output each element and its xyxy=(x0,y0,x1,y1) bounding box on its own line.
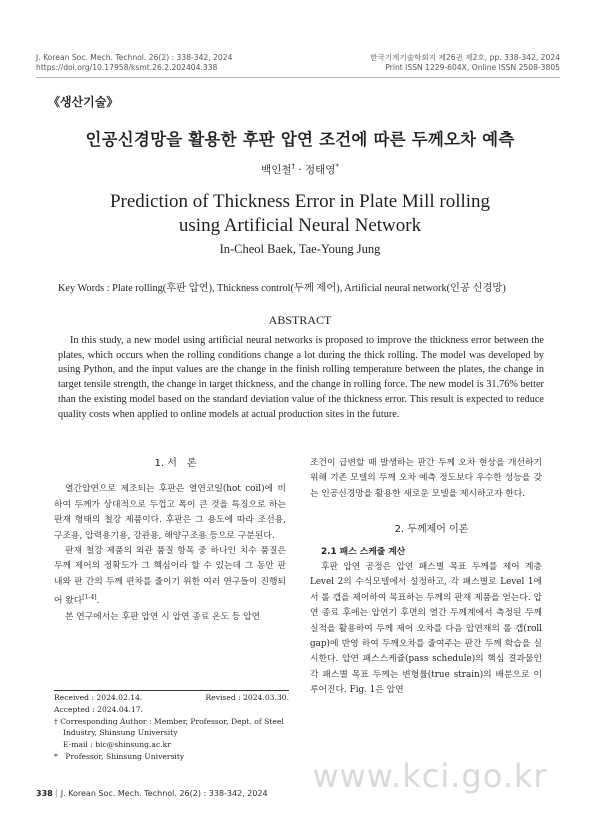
author-1-mark: † xyxy=(291,162,295,171)
footer-journal: J. Korean Soc. Mech. Technol. 26(2) : 338-342, 2024 xyxy=(60,789,268,798)
author-2-mark: * xyxy=(335,162,339,171)
left-column xyxy=(54,456,286,625)
corresponding-author-note: † Corresponding Author : Member, Professor, Dept. of Steel Industry, Shinsung University xyxy=(54,716,284,738)
subsection-2-1-heading: 2.1 패스 스케줄 계산 xyxy=(321,546,406,557)
citation-ref[interactable]: [1-4] xyxy=(82,594,97,602)
kci-watermark xyxy=(295,756,565,796)
keywords xyxy=(58,279,506,294)
accepted-date: Accepted : 2024.04.17. xyxy=(54,704,144,714)
right-column xyxy=(310,456,542,699)
journal-citation-ko: 한국기계기술학회지 제26권 제2호, pp. 338-342, 2024 xyxy=(370,53,560,62)
doi-link[interactable]: https://doi.org/10.17958/ksmt.26.2.202404.338 xyxy=(36,63,218,72)
abstract-text: In this study, a new model using artificial neural networks is proposed to improve the thickness error between the plates, which occurs when the rolling conditions change a lot during the thick rolling. The model was developed by using Python, and the input values are the change in the finish rolling temperature between the plates, the change in target tensile strength, the change in target thickness, and the change in rolling force. The new model is 31.76% better than the existing model based on the standard deviation value of the thickness error. This result is expected to reduce quality costs when applied to online models at actual production sites in the future. xyxy=(58,335,544,420)
section-2-1-paragraph: 후판 압연 공정은 압연 패스별 목표 두께를 제어 계층 Level 2의 수식모델에서 설정하고, 각 패스별로 Level 1에서 롤 갭을 제어하여 목표하는 두께의 판재 제품을 얻는다. 압연 종료 후에는 압연기 후면의 열간 두께계에서 측정된 두께 실적을 활용하여 두께 제어 오차를 다음 압연재의 롤 갭(roll gap)에 반영 하여 두께오차를 줄여주는 판간 두께 학습을 실시한다. 압연 패스스케쥴(pass schedule)의 핵심 결과물인 각 패스별 목표 두께는 변형률(true strain)의 배분으로 이루어진다. Fig. 1은 압연 xyxy=(310,562,542,696)
authors-english: In-Cheol Baek, Tae-Young Jung xyxy=(219,242,381,256)
issn-info: Print ISSN 1229-604X, Online ISSN 2508-3805 xyxy=(385,63,560,72)
section-2-heading: 2. 두께제어 이론 xyxy=(394,524,469,536)
footnotes xyxy=(54,690,289,763)
revised-date: Revised : 2024.03.30. xyxy=(205,693,289,702)
running-header-left xyxy=(36,53,232,73)
abstract-heading: ABSTRACT xyxy=(268,313,332,327)
article-category: 《생산기술》 xyxy=(48,95,119,109)
title-english xyxy=(0,190,600,238)
keywords-text: Plate rolling(후판 압연), Thickness control(두께 제어), Artificial neural network(인공 신경망) xyxy=(109,283,506,294)
footer-separator: ｜ xyxy=(52,789,61,798)
title-english-line-2: using Artificial Neural Network xyxy=(178,215,422,236)
header-divider xyxy=(36,77,560,78)
author-separator: · xyxy=(294,164,305,176)
section-1-heading: 1. 서 론 xyxy=(154,458,197,469)
intro-paragraph-2-end: . xyxy=(96,596,100,607)
intro-paragraph-1: 열간압연으로 제조되는 후판은 열연코일(hot coil)에 비하여 두께가 상대적으로 두껍고 폭이 큰 것을 특징으로 하는 판재 형태의 철강 제품이다. 후판은 그 용도에 따라 조선용, 구조용, 압력용기용, 강관용, 해양구조용 등으로 구분된다. xyxy=(54,484,286,541)
received-date: Received : 2024.02.14. xyxy=(54,693,143,702)
author-2-ko: 정태영 xyxy=(305,164,336,176)
title-english-line-1: Prediction of Thickness Error in Plate Mill rolling xyxy=(109,191,491,212)
intro-paragraph-2-text: 판재 철강 제품의 외관 품질 항목 중 하나인 치수 품질은 두께 제어의 정확도가 그 핵심이라 할 수 있는데 그 동안 판 내와 판 간의 두께 편차를 줄이기 위한 여러 연구들이 진행되어 왔다 xyxy=(54,546,286,607)
title-korean: 인공신경망을 활용한 후판 압연 조건에 따른 두께오차 예측 xyxy=(85,130,515,149)
page-footer xyxy=(36,788,268,799)
intro-paragraph-3: 본 연구에서는 후판 압연 시 압연 종료 온도 등 압연 xyxy=(65,611,261,622)
journal-citation-en: J. Korean Soc. Mech. Technol. 26(2) : 338-342, 2024 xyxy=(36,53,233,62)
watermark-text: www.kci.go.kr xyxy=(312,757,548,795)
running-header-right xyxy=(370,53,560,73)
page-number: 338 xyxy=(36,789,53,798)
keywords-label: Key Words : xyxy=(58,283,110,294)
intro-paragraph-2 xyxy=(54,544,286,610)
author-1-ko: 백인철 xyxy=(261,164,292,176)
intro-paragraph-3-cont: 조건이 급변할 때 발생하는 판간 두께 오차 현상을 개선하기 위해 기존 모델의 두께 오차 예측 정도보다 우수한 성능을 갖는 인공신경망을 활용한 새로운 모델을 제시하고자 한다. xyxy=(310,458,542,499)
corresponding-email[interactable]: E-mail : bic@shinsung.ac.kr xyxy=(63,740,171,750)
authors-korean xyxy=(0,162,600,177)
coauthor-note: * Professor, Shinsung University xyxy=(54,751,185,761)
